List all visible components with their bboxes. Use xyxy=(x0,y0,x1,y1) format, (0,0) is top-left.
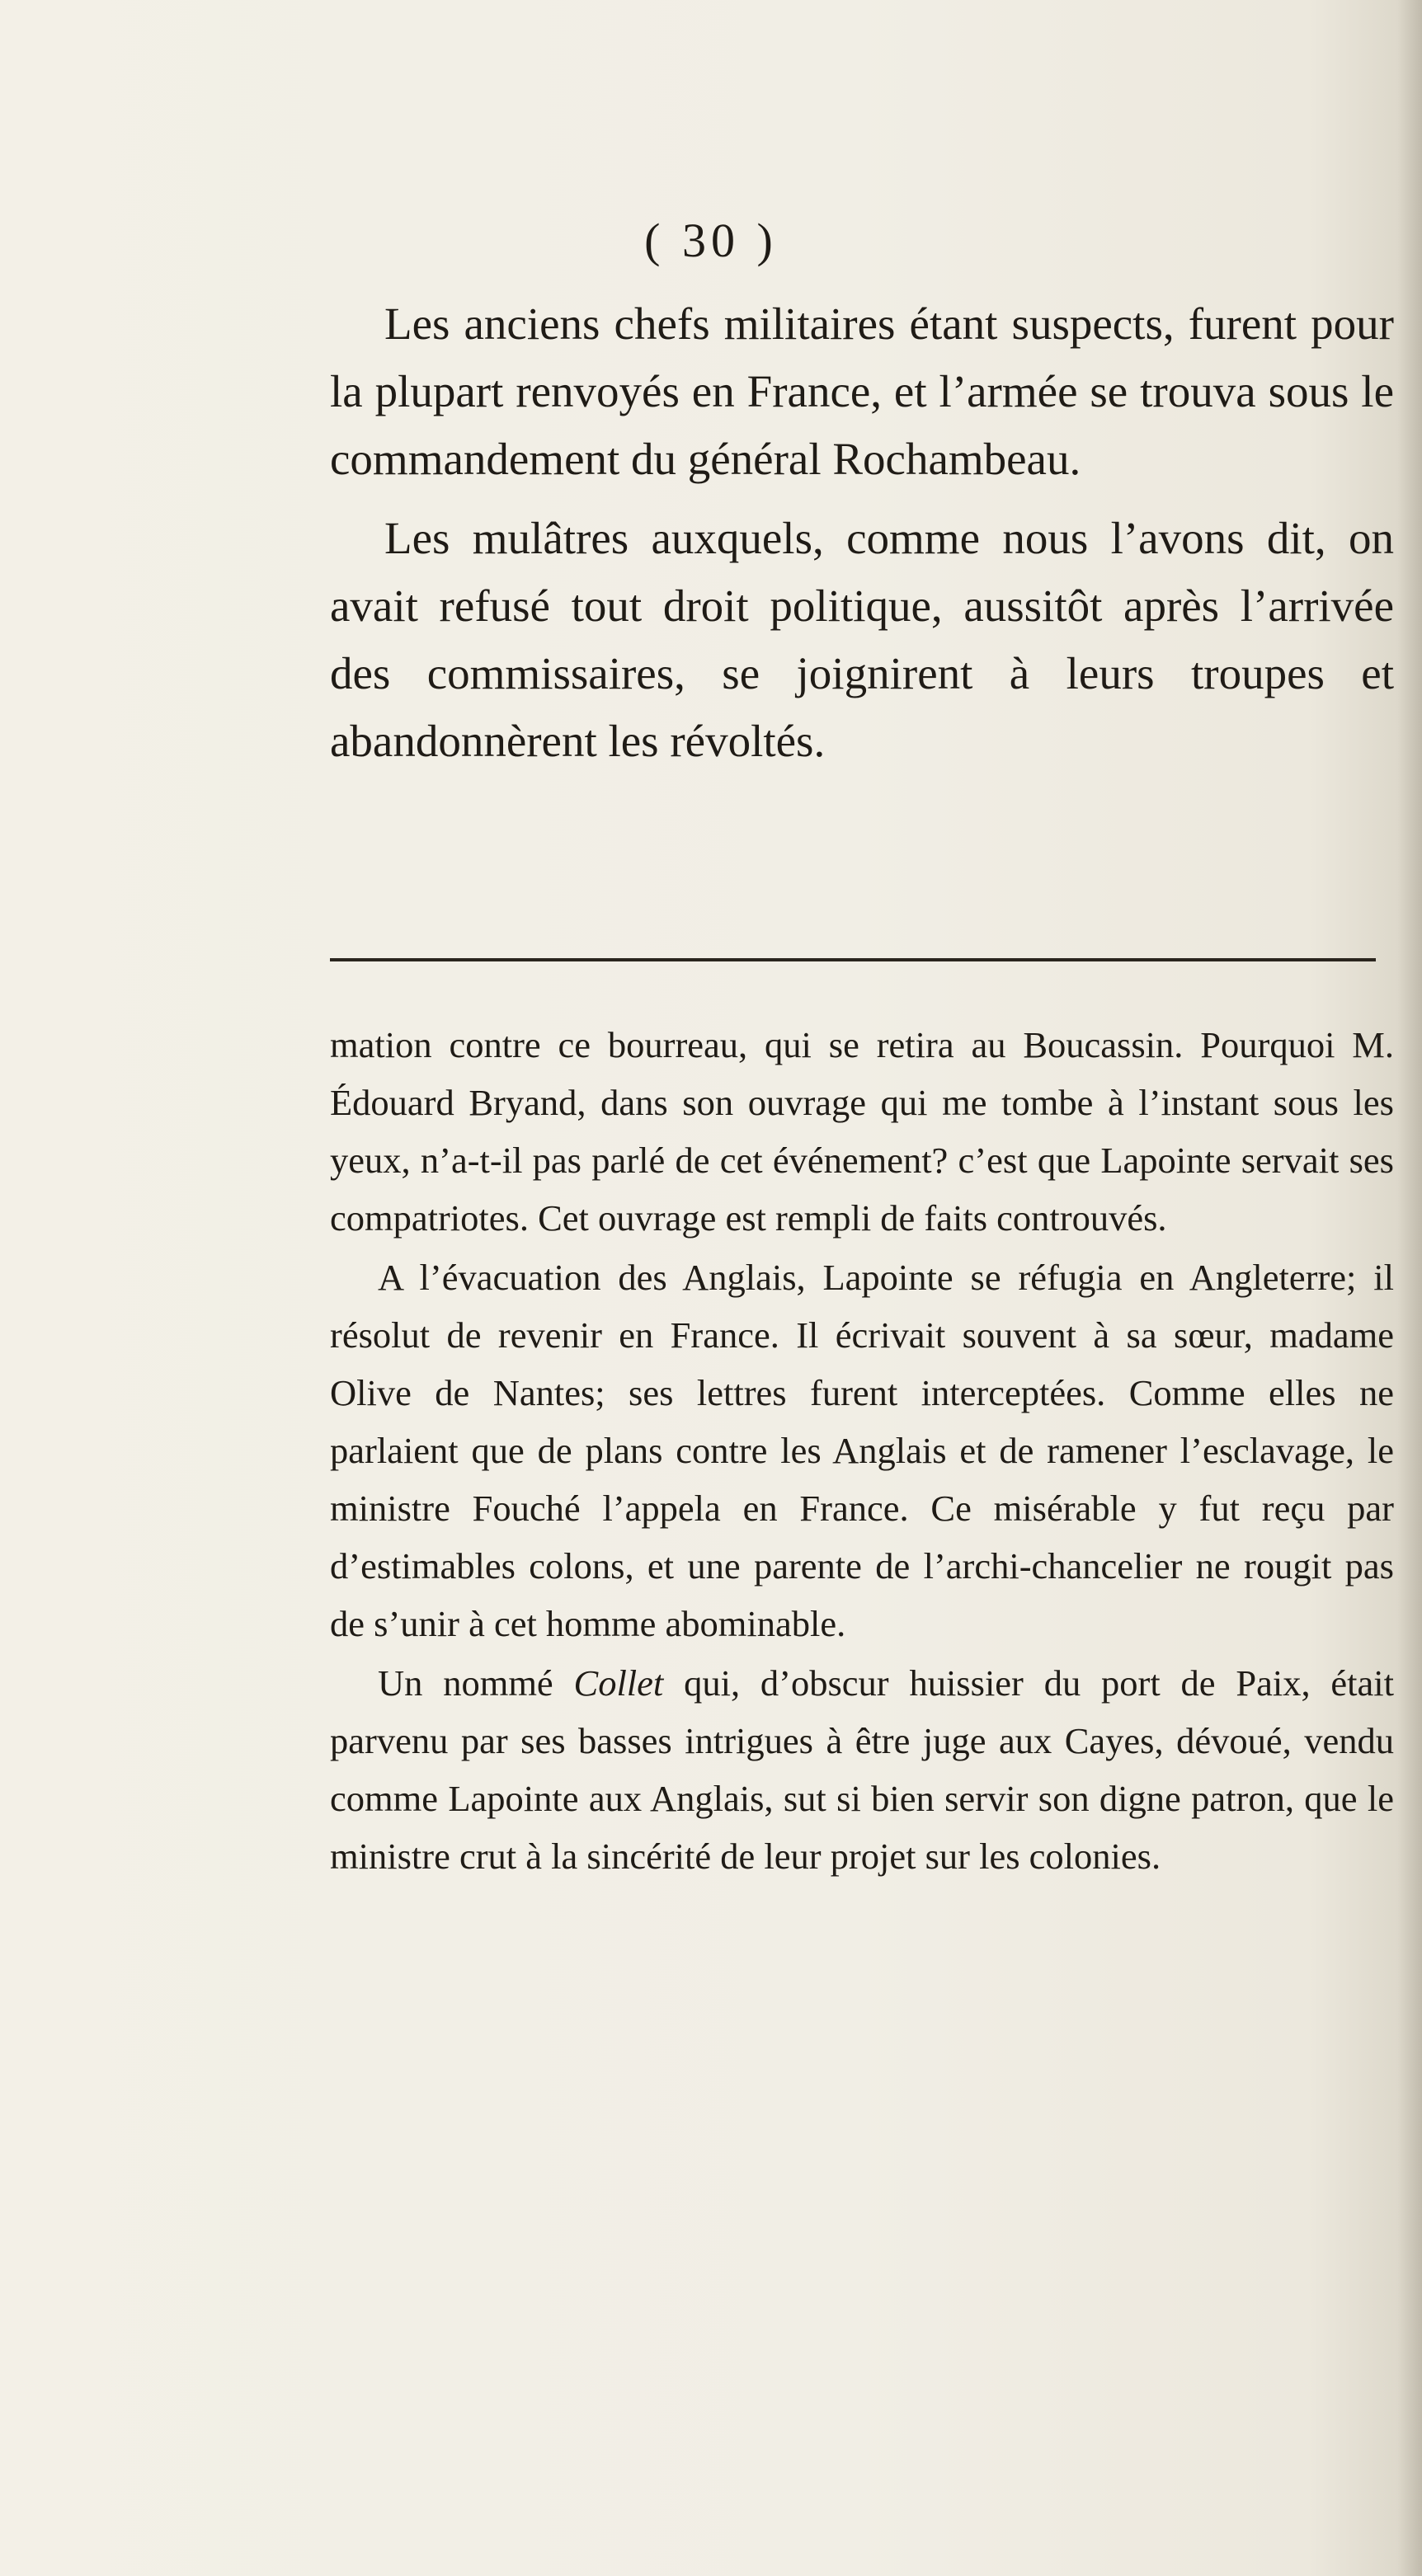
page-spine-shadow xyxy=(1397,0,1422,2576)
main-paragraph-1: Les anciens chefs militaires étant suspects, furent pour la plupart renvoyés en France, et l’armée se trouva sous le commandement du général Rochambeau. xyxy=(330,298,1394,484)
page-number: ( 30 ) xyxy=(644,214,778,267)
footnote-paragraph-2: A l’évacuation des Anglais, Lapointe se réfugia en Angleterre; il résolut de revenir en France. Il écrivait souvent à sa sœur, madame Olive de Nantes; ses lettres furent interceptées. Comme elles ne parlaient que de plans contre les Anglais et de ramener l’esclavage, le ministre Fouché l’appela en France. Ce misérable y fut reçu par d’estimables colons, et une parente de l’archi-chancelier ne rougit pas de s’unir à cet homme abominable. xyxy=(330,1257,1394,1644)
footnote-text xyxy=(330,1016,1394,1887)
footnote-continuation: mation contre ce bourreau, qui se retira au Boucassin. Pourquoi M. Édouard Bryand, dans son ouvrage qui me tombe à l’instant sous les yeux, n’a-t-il pas parlé de cet événement? c’est que Lapointe servait ses compatriotes. Cet ouvrage est rempli de faits controuvés. xyxy=(330,1024,1394,1239)
footnote-paragraph-3-lead: Un nommé xyxy=(378,1662,574,1704)
main-paragraph-2: Les mulâtres auxquels, comme nous l’avons dit, on avait refusé tout droit politique, aussitôt après l’arrivée des commissaires, se joignirent à leurs troupes et abandonnèrent les révoltés. xyxy=(330,513,1394,766)
footnote-separator-rule xyxy=(330,958,1376,961)
main-text xyxy=(330,290,1394,787)
footnote-paragraph-3-rest: qui, d’obscur huissier du port de Paix, était parvenu par ses basses intrigues à être juge aux Cayes, dévoué, vendu comme Lapointe aux Anglais, sut si bien servir son digne patron, que le ministre crut à la sincérité de leur projet sur les colonies. xyxy=(330,1662,1394,1877)
footnote-name-collet: Collet xyxy=(573,1662,664,1704)
footnote-paragraph-3 xyxy=(330,1654,1394,1885)
